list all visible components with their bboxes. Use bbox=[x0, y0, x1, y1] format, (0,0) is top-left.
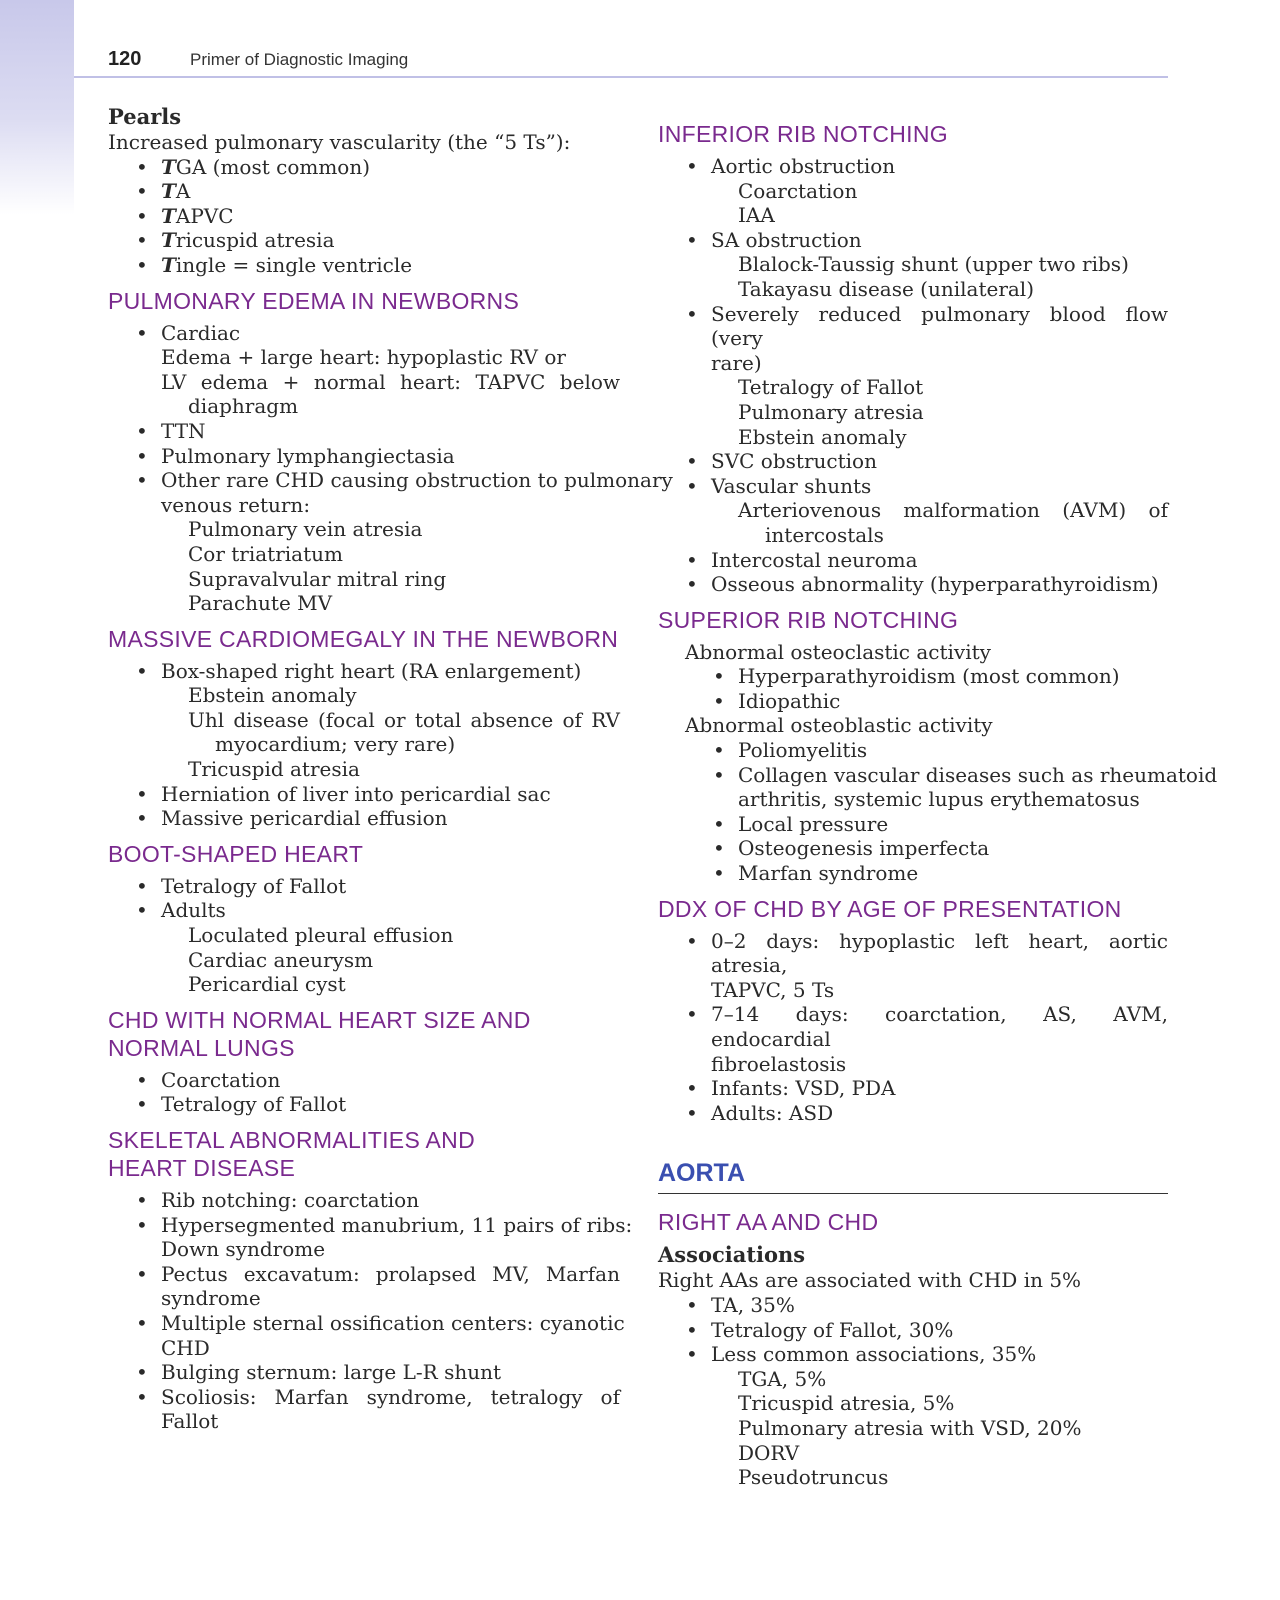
list-item: Supravalvular mitral ring bbox=[188, 566, 447, 591]
list-item: • Collagen vascular diseases such as rheumatoid bbox=[658, 763, 1168, 788]
list-item: • Intercostal neuroma bbox=[658, 548, 1168, 573]
list-item: • Severely reduced pulmonary blood flow (very bbox=[658, 302, 1168, 351]
list-item: Pseudotruncus bbox=[738, 1465, 889, 1490]
list-item: TAPVC, 5 Ts bbox=[711, 977, 835, 1002]
list-item: Uhl disease (focal or total absence of RV bbox=[188, 707, 620, 732]
section-heading: RIGHT AA AND CHD bbox=[658, 1209, 879, 1236]
list-item: Cardiac aneurysm bbox=[188, 947, 374, 972]
list-item: Pericardial cyst bbox=[188, 972, 346, 997]
list-item: • Osteogenesis imperfecta bbox=[658, 836, 1168, 861]
list-item: • Local pressure bbox=[658, 812, 1168, 837]
list-item: • Massive pericardial effusion bbox=[108, 806, 620, 831]
list-item: • Pulmonary lymphangiectasia bbox=[108, 444, 620, 469]
heading-line: CHD WITH NORMAL HEART SIZE AND bbox=[108, 1006, 531, 1033]
list-item: rare) bbox=[711, 350, 762, 375]
list-item: syndrome bbox=[161, 1286, 261, 1311]
heading-line: HEART DISEASE bbox=[108, 1155, 296, 1181]
list-item: Ebstein anomaly bbox=[188, 683, 357, 708]
list-item: Takayasu disease (unilateral) bbox=[738, 276, 1034, 301]
list-item: venous return: bbox=[161, 492, 311, 517]
pearls-item: • TAPVC bbox=[108, 204, 620, 229]
list-item: • Vascular shunts bbox=[658, 474, 1168, 499]
list-item: • 0–2 days: hypoplastic left heart, aortic atresia, bbox=[658, 929, 1168, 978]
list-item: arthritis, systemic lupus erythematosus bbox=[738, 787, 1140, 812]
section-heading: PULMONARY EDEMA IN NEWBORNS bbox=[108, 287, 520, 314]
running-title: Primer of Diagnostic Imaging bbox=[190, 50, 409, 69]
list-item: • Coarctation bbox=[108, 1068, 620, 1093]
list-item: • Tetralogy of Fallot bbox=[108, 1092, 620, 1117]
header-rule bbox=[74, 76, 1168, 78]
major-heading: AORTA bbox=[658, 1157, 1168, 1194]
list-item: • Tetralogy of Fallot bbox=[108, 874, 620, 899]
list-item: Parachute MV bbox=[188, 591, 333, 616]
list-item: • 7–14 days: coarctation, AS, AVM, endocardial bbox=[658, 1002, 1168, 1051]
heading-line: SKELETAL ABNORMALITIES AND bbox=[108, 1127, 475, 1153]
list-item: • Other rare CHD causing obstruction to pulmonary bbox=[108, 468, 620, 493]
list-item: • Osseous abnormality (hyperparathyroidism) bbox=[658, 572, 1168, 597]
chapter-tab bbox=[0, 0, 74, 215]
pearls-title: Pearls bbox=[108, 104, 182, 129]
list-item: • Cardiac bbox=[108, 321, 620, 346]
list-item: • Rib notching: coarctation bbox=[108, 1188, 620, 1213]
section-heading bbox=[108, 1126, 620, 1182]
paragraph: Right AAs are associated with CHD in 5% bbox=[658, 1268, 1082, 1293]
right-column bbox=[658, 104, 1218, 1490]
list-item: • Aortic obstruction bbox=[658, 154, 1168, 179]
list-item: DORV bbox=[738, 1440, 800, 1465]
list-item: • TA, 35% bbox=[658, 1293, 1168, 1318]
list-item: TGA, 5% bbox=[738, 1366, 827, 1391]
list-item: intercostals bbox=[765, 522, 884, 547]
list-item: • Marfan syndrome bbox=[658, 861, 1168, 886]
page-number: 120 bbox=[108, 48, 142, 70]
section-heading: SUPERIOR RIB NOTCHING bbox=[658, 606, 959, 633]
list-item: • Bulging sternum: large L-R shunt bbox=[108, 1360, 620, 1385]
list-item: myocardium; very rare) bbox=[215, 732, 456, 757]
list-item: • Tetralogy of Fallot, 30% bbox=[658, 1318, 1168, 1343]
list-item: • Adults bbox=[108, 898, 620, 923]
list-item: • Idiopathic bbox=[658, 689, 1168, 714]
list-item: Down syndrome bbox=[161, 1237, 326, 1262]
list-item: • Box-shaped right heart (RA enlargement) bbox=[108, 659, 620, 684]
pearls-item: • TA bbox=[108, 179, 620, 204]
section-heading bbox=[108, 1006, 620, 1062]
list-item: • Infants: VSD, PDA bbox=[658, 1076, 1168, 1101]
list-item: Abnormal osteoclastic activity bbox=[685, 639, 991, 664]
list-item: Pulmonary atresia with VSD, 20% bbox=[738, 1415, 1082, 1440]
list-item: Cor triatriatum bbox=[188, 541, 343, 566]
pearls-item: • Tingle = single ventricle bbox=[108, 253, 620, 278]
list-item: Loculated pleural effusion bbox=[188, 923, 454, 948]
list-item: • Poliomyelitis bbox=[658, 738, 1168, 763]
pearls-item: • TGA (most common) bbox=[108, 155, 620, 180]
list-item: • SA obstruction bbox=[658, 228, 1168, 253]
list-item: Abnormal osteoblastic activity bbox=[685, 713, 993, 738]
list-item: diaphragm bbox=[188, 394, 299, 419]
list-item: fibroelastosis bbox=[711, 1051, 847, 1076]
pearls-intro: Increased pulmonary vascularity (the “5 Ts”): bbox=[108, 130, 571, 154]
list-item: Arteriovenous malformation (AVM) of bbox=[738, 498, 1168, 523]
list-item: • Adults: ASD bbox=[658, 1101, 1168, 1126]
list-item: • Herniation of liver into pericardial sac bbox=[108, 782, 620, 807]
list-item: • Multiple sternal ossification centers: cyanotic bbox=[108, 1311, 620, 1336]
list-item: IAA bbox=[738, 203, 775, 228]
list-item: • Hypersegmented manubrium, 11 pairs of ribs: bbox=[108, 1213, 620, 1238]
list-item: Tricuspid atresia bbox=[188, 757, 360, 782]
list-item: Blalock-Taussig shunt (upper two ribs) bbox=[738, 252, 1129, 277]
list-item: Pulmonary atresia bbox=[738, 399, 924, 424]
list-item: Pulmonary vein atresia bbox=[188, 517, 423, 542]
section-heading: BOOT-SHAPED HEART bbox=[108, 840, 364, 867]
page-header bbox=[108, 46, 1168, 76]
pearls-item: • Tricuspid atresia bbox=[108, 228, 620, 253]
section-heading: INFERIOR RIB NOTCHING bbox=[658, 121, 948, 147]
list-item: CHD bbox=[161, 1335, 210, 1360]
subsection-title: Associations bbox=[658, 1242, 806, 1268]
list-item: • Less common associations, 35% bbox=[658, 1342, 1168, 1367]
heading-line: NORMAL LUNGS bbox=[108, 1034, 295, 1061]
list-item: • Pectus excavatum: prolapsed MV, Marfan bbox=[108, 1262, 620, 1287]
list-item: • Scoliosis: Marfan syndrome, tetralogy of bbox=[108, 1385, 620, 1410]
list-item: • TTN bbox=[108, 419, 620, 444]
section-heading: MASSIVE CARDIOMEGALY IN THE NEWBORN bbox=[108, 625, 619, 652]
list-item: Tetralogy of Fallot bbox=[738, 375, 924, 400]
list-item: Edema + large heart: hypoplastic RV or bbox=[161, 345, 566, 370]
list-item: Ebstein anomaly bbox=[738, 424, 907, 449]
list-item: • SVC obstruction bbox=[658, 449, 1168, 474]
section-heading: DDX OF CHD BY AGE OF PRESENTATION bbox=[658, 895, 1122, 922]
list-item: Fallot bbox=[161, 1409, 219, 1434]
list-item: • Hyperparathyroidism (most common) bbox=[658, 664, 1168, 689]
left-column bbox=[108, 104, 673, 1434]
list-item: LV edema + normal heart: TAPVC below bbox=[161, 369, 620, 394]
list-item: Tricuspid atresia, 5% bbox=[738, 1391, 955, 1416]
list-item: Coarctation bbox=[738, 178, 858, 203]
